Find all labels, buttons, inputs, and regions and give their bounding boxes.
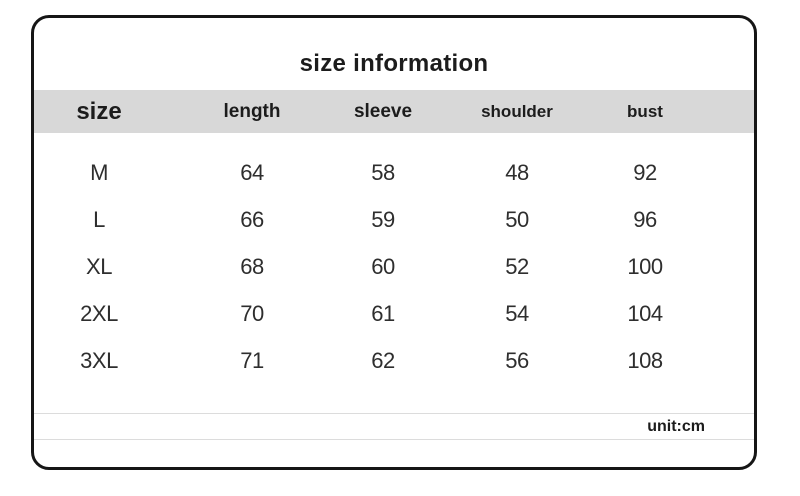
table-row	[34, 196, 754, 243]
cell-shoulder: 52	[505, 253, 529, 279]
unit-label: unit:cm	[647, 417, 705, 435]
table-body	[34, 149, 754, 384]
cell-bust: 100	[627, 253, 663, 279]
cell-shoulder: 56	[505, 347, 529, 373]
cell-length: 66	[240, 206, 264, 232]
table-row	[34, 149, 754, 196]
table-row	[34, 337, 754, 384]
table-row	[34, 290, 754, 337]
cell-length: 68	[240, 253, 264, 279]
table-header-row	[34, 90, 754, 133]
cell-size: M	[90, 159, 108, 185]
cell-bust: 92	[633, 159, 657, 185]
cell-sleeve: 60	[371, 253, 395, 279]
unit-row	[34, 413, 754, 440]
cell-bust: 104	[627, 300, 663, 326]
cell-shoulder: 50	[505, 206, 529, 232]
cell-sleeve: 59	[371, 206, 395, 232]
column-header-size: size	[76, 97, 122, 125]
chart-title: size information	[299, 50, 489, 77]
column-header-length: length	[223, 100, 281, 122]
cell-size: 3XL	[80, 347, 118, 373]
cell-bust: 96	[633, 206, 657, 232]
size-chart-card	[31, 15, 757, 470]
cell-bust: 108	[627, 347, 663, 373]
cell-sleeve: 62	[371, 347, 395, 373]
column-header-shoulder: shoulder	[481, 101, 553, 121]
cell-size: XL	[86, 253, 112, 279]
column-header-bust: bust	[627, 101, 663, 121]
cell-sleeve: 61	[371, 300, 395, 326]
cell-length: 71	[240, 347, 264, 373]
cell-shoulder: 54	[505, 300, 529, 326]
cell-sleeve: 58	[371, 159, 395, 185]
table-row	[34, 243, 754, 290]
cell-shoulder: 48	[505, 159, 529, 185]
cell-size: L	[93, 206, 105, 232]
cell-size: 2XL	[80, 300, 118, 326]
cell-length: 64	[240, 159, 264, 185]
column-header-sleeve: sleeve	[353, 100, 413, 122]
cell-length: 70	[240, 300, 264, 326]
